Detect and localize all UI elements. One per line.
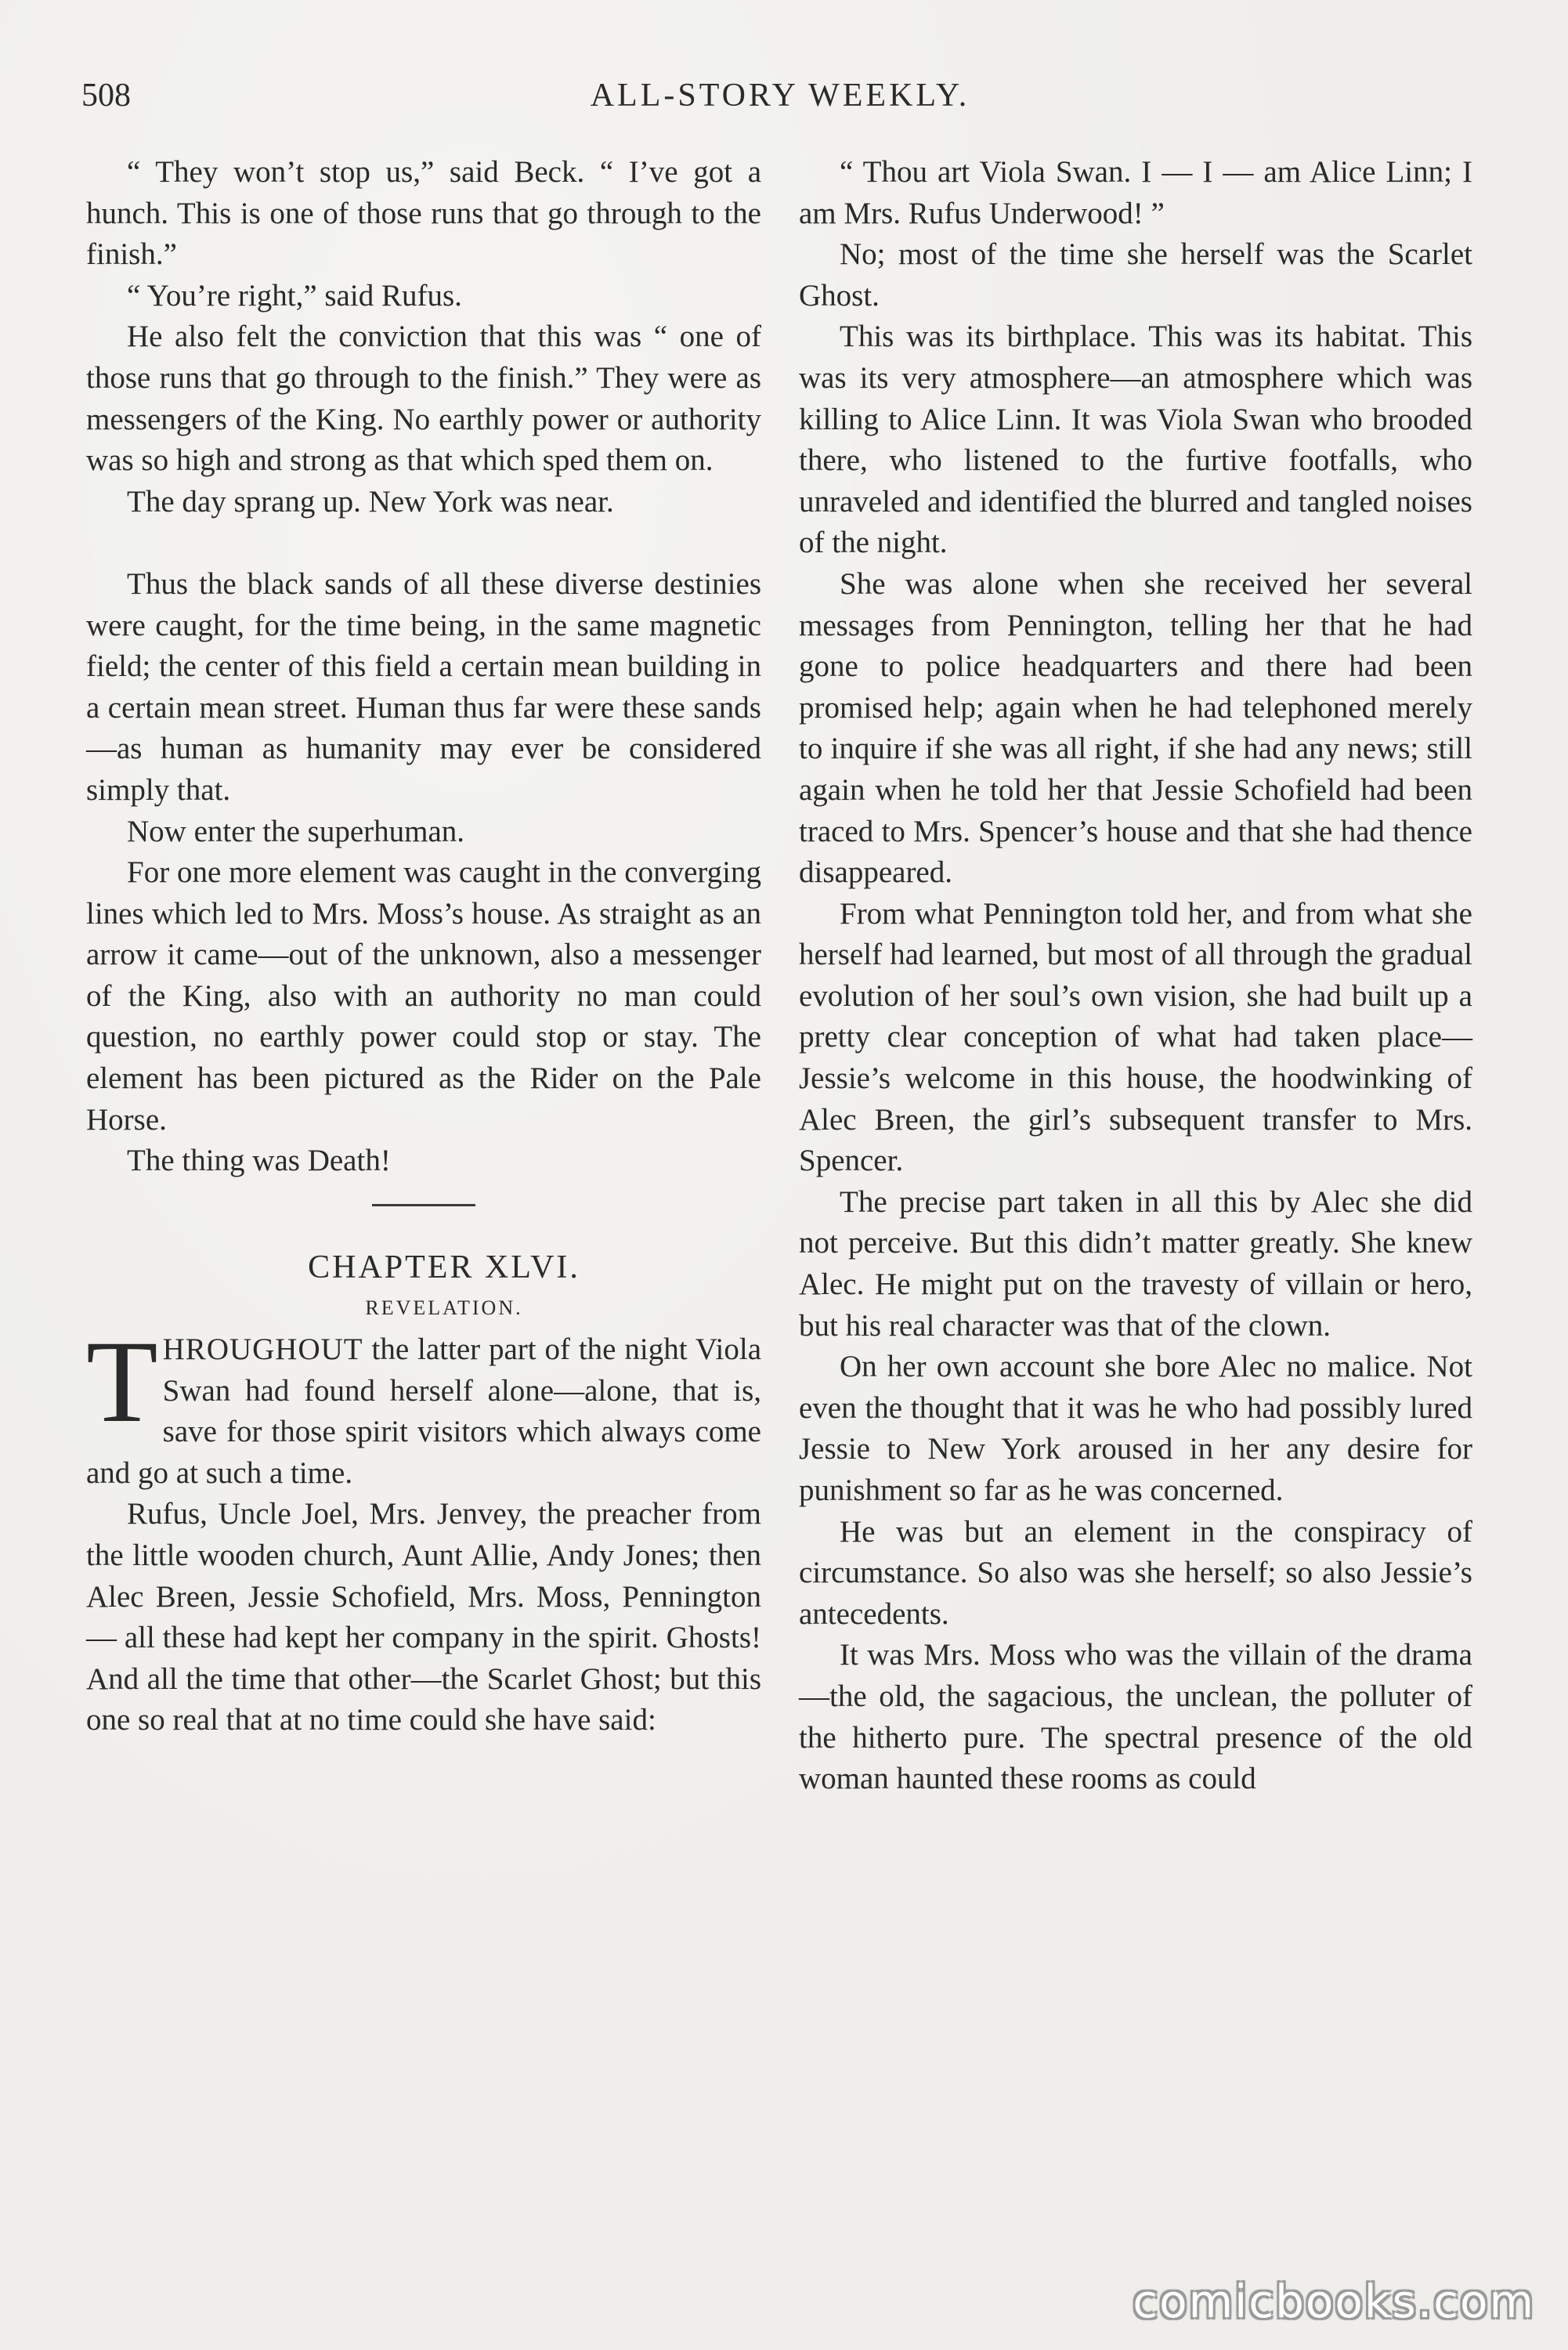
- opening-words: HROUGHOUT: [162, 1332, 363, 1367]
- paragraph: “ You’re right,” said Rufus.: [127, 278, 462, 313]
- left-column: [86, 152, 761, 1741]
- section-divider: [372, 1204, 475, 1206]
- paragraph: She was alone when she received her several messages from Pennington, telling her that he had gone to police headquarters and there had been promised help; again when he had telephoned merely to inquire if she was all right, if she had any news; still again when he told her that Jessie Schofield had been traced to Mrs. Spencer’s house and that she had thence disappeared.: [799, 566, 1472, 890]
- running-title: ALL-STORY WEEKLY.: [590, 78, 970, 114]
- paragraph: “ They won’t stop us,” said Beck. “ I’ve got a hunch. This is one of those runs that go through to the finish.”: [86, 155, 761, 272]
- paragraph: For one more element was caught in the converging lines which led to Mrs. Moss’s house. As straight as an arrow it came—out of the unknown, also a messenger of the King, also with an authority no man could question, no earthly power could stop or stay. The element has been pictured as the Rider on the Pale Horse.: [86, 855, 761, 1137]
- paragraph: From what Pennington told her, and from what she herself had learned, but most of all through the gradual evolution of her soul’s own vision, she had built up a pretty clear conception of what had taken place—Jessie’s welcome in this house, the hoodwinking of Alec Breen, the girl’s subsequent transfer to Mrs. Spencer.: [799, 896, 1472, 1178]
- paragraph: The day sprang up. New York was near.: [127, 484, 614, 519]
- chapter-title: CHAPTER XLVI.: [308, 1249, 580, 1285]
- drop-cap: T: [86, 1317, 158, 1448]
- page-header: [81, 77, 1479, 124]
- paragraph: Rufus, Uncle Joel, Mrs. Jenvey, the preacher from the little wooden church, Aunt Allie, Andy Jones; then Alec Breen, Jessie Schofield, Mrs. Moss, Pennington — all these had kept her company in the spirit. Ghosts! And all the time that other—the Scarlet Ghost; but this one so real that at no time could she have said:: [86, 1497, 761, 1737]
- paragraph: Thus the black sands of all these diverse destinies were caught, for the time being, in the same magnetic field; the center of this field a certain mean building in a certain mean street. Human thus far were these sands—as human as humanity may ever be considered simply that.: [86, 566, 761, 807]
- opening-text: the latter part of the night Viola Swan had found herself alone—alone, that is, save for those spirit visitors which always come and go at such a time.: [86, 1332, 761, 1490]
- paragraph: The thing was Death!: [127, 1144, 391, 1178]
- right-column: [799, 152, 1472, 1800]
- paragraph: “ Thou art Viola Swan. I — I — am Alice Linn; I am Mrs. Rufus Underwood! ”: [799, 155, 1472, 230]
- page-number: 508: [81, 78, 131, 114]
- paragraph: On her own account she bore Alec no malice. Not even the thought that it was he who had possibly lured Jessie to New York aroused in her any desire for punishment so far as he was concerned.: [799, 1350, 1472, 1507]
- paragraph: He was but an element in the conspiracy of circumstance. So also was she herself; so also Jessie’s antecedents.: [799, 1514, 1472, 1631]
- site-watermark: comicbooks.com: [1133, 2275, 1535, 2328]
- paragraph: No; most of the time she herself was the Scarlet Ghost.: [799, 237, 1472, 313]
- chapter-subtitle: REVELATION.: [365, 1296, 523, 1320]
- paragraph: This was its birthplace. This was its habitat. This was its very atmosphere—an atmosphere which was killing to Alice Linn. It was Viola Swan who brooded there, who listened to the furtive footfalls, who unraveled and identified the blurred and tangled noises of the night.: [799, 320, 1472, 560]
- chapter-opening-paragraph: [86, 1317, 761, 1494]
- paragraph: He also felt the conviction that this was “ one of those runs that go through to the finish.” They were as messengers of the King. No earthly power or authority was so high and strong as that which sped them on.: [86, 320, 761, 478]
- paragraph: The precise part taken in all this by Alec she did not perceive. But this didn’t matter greatly. She knew Alec. He might put on the travesty of villain or hero, but his real character was that of the clown.: [799, 1184, 1472, 1343]
- paragraph: Now enter the superhuman.: [127, 814, 465, 848]
- section-gap: [86, 522, 761, 564]
- paragraph: It was Mrs. Moss who was the villain of the drama—the old, the sagacious, the unclean, the polluter of the hitherto pure. The spectral presence of the old woman haunted these rooms as could: [799, 1638, 1472, 1796]
